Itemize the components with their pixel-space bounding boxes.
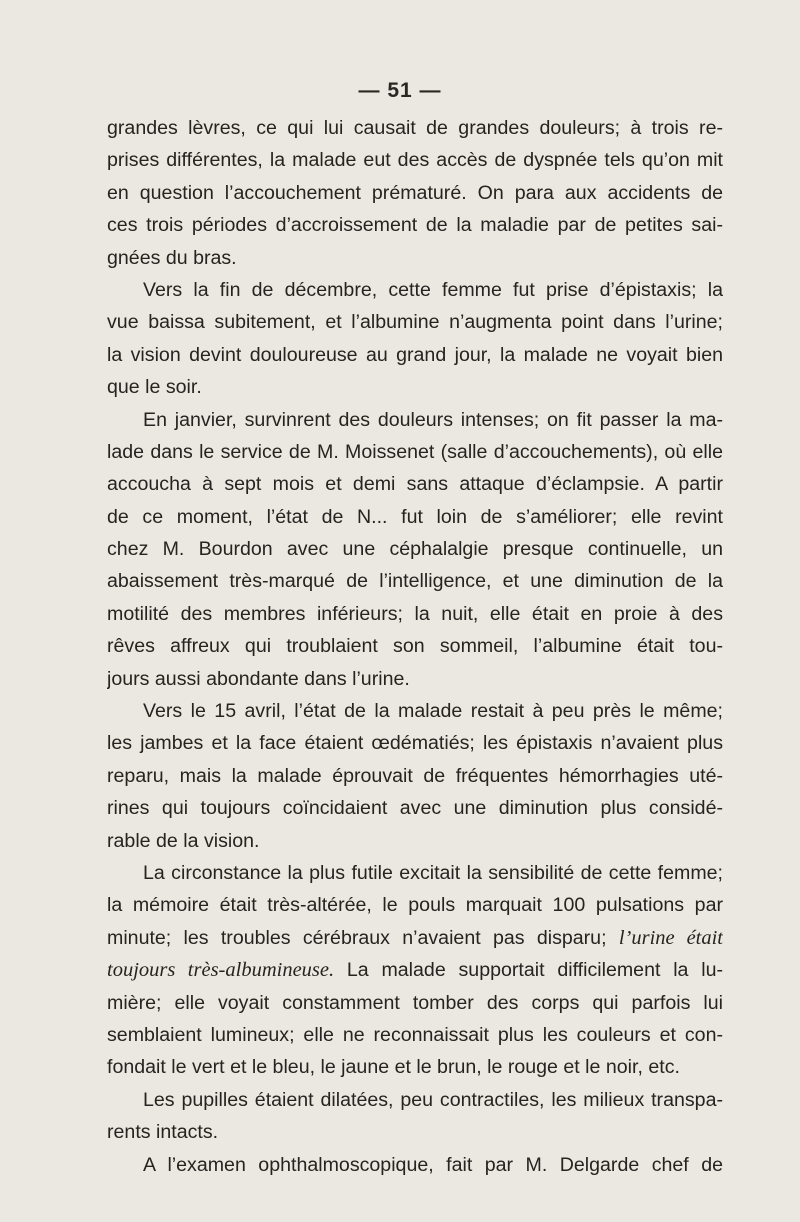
paragraph [107,1149,723,1181]
text-line: mière; elle voyait constamment tomber des corps qui parfois lui [107,991,723,1014]
text-line: Les pupilles étaient dilatées, peu contractiles, les milieux transpa- [143,1088,723,1111]
text-line: gnées du bras. [107,246,237,269]
text-line: semblaient lumineux; elle ne reconnaissait plus les couleurs et con- [107,1023,723,1046]
paragraph [107,695,723,857]
text-line: lade dans le service de M. Moissenet (salle d’accouchements), où elle [107,440,723,463]
text-line: accoucha à sept mois et demi sans attaque d’éclampsie. A partir [107,473,723,496]
text-line: A l’examen ophthalmoscopique, fait par M. Delgarde chef de [143,1153,723,1176]
text-line: chez M. Bourdon avec une céphalalgie presque continuelle, un [107,538,723,561]
text-line: rable de la vision. [107,829,260,852]
text-line: prises différentes, la malade eut des accès de dyspnée tels qu’on mit [107,149,723,172]
italic-text: toujours très-albumineuse. [107,959,335,982]
text-line: la mémoire était très-altérée, le pouls marquait 100 pulsations par [107,894,723,917]
text-line: La circonstance la plus futile excitait la sensibilité de cette femme; [143,861,723,884]
text-line: en question l’accouchement prématuré. On para aux accidents de [107,181,723,204]
text-line [107,954,723,986]
text-run: minute; les troubles cérébraux n’avaient pas disparu; [107,926,619,949]
text-line: vue baissa subitement, et l’albumine n’augmenta point dans l’urine; [107,311,723,334]
text-line: abaissement très-marqué de l’intelligence, et une diminution de la [107,570,723,593]
text-line: la vision devint douloureuse au grand jour, la malade ne voyait bien [107,343,723,366]
text-line: En janvier, survinrent des douleurs intenses; on fit passer la ma- [143,408,723,431]
text-line: fondait le vert et le bleu, le jaune et le brun, le rouge et le noir, etc. [107,1056,680,1079]
text-line: reparu, mais la malade éprouvait de fréquentes hémorrhagies uté- [107,764,723,787]
paragraph [107,404,723,696]
text-line: ces trois périodes d’accroissement de la maladie par de petites sai- [107,214,723,237]
text-line: Vers la fin de décembre, cette femme fut prise d’épistaxis; la [143,278,723,301]
page-number: — 51 — [358,79,442,102]
text-line: les jambes et la face étaient œdématiés; les épistaxis n’avaient plus [107,732,723,755]
text-line: que le soir. [107,376,202,399]
text-line: grandes lèvres, ce qui lui causait de grandes douleurs; à trois re- [107,117,723,139]
paragraph [107,112,723,274]
text-line: de ce moment, l’état de N... fut loin de s’améliorer; elle revint [107,505,723,528]
paragraph [107,1084,723,1149]
text-line: rines qui toujours coïncidaient avec une diminution plus considé- [107,797,723,820]
paragraph [107,274,723,404]
italic-text: l’urine était [618,926,723,949]
paragraph [107,857,723,1084]
text-line: rêves affreux qui troublaient son sommeil, l’albumine était tou- [107,635,723,658]
text-line: jours aussi abondante dans l’urine. [107,667,410,690]
text-line: motilité des membres inférieurs; la nuit, elle était en proie à des [107,602,723,625]
body-text [107,112,723,1181]
text-line: Vers le 15 avril, l’état de la malade restait à peu près le même; [143,700,723,723]
text-run: La malade supportait difficilement la lu- [334,959,723,982]
text-line [107,922,723,954]
text-line: rents intacts. [107,1121,219,1144]
